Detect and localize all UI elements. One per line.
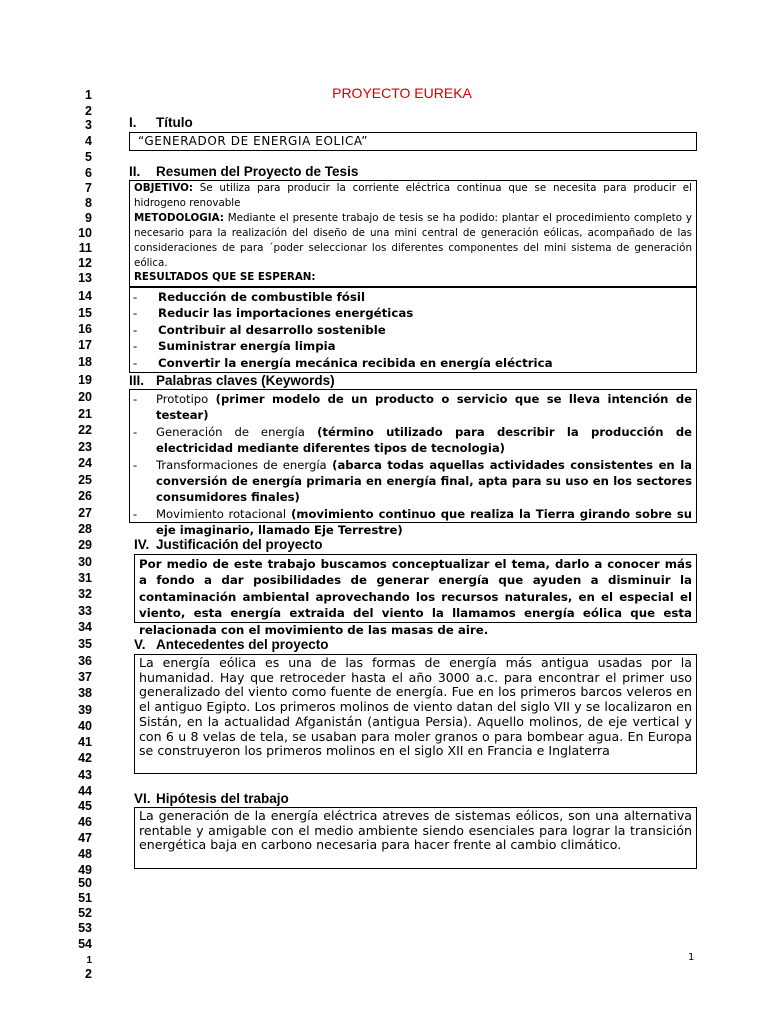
antecedentes-box: La energía eólica es una de las formas de energía más antigua usadas por la humanidad. Hay que retroceder hasta el año 3000 a.c. para encontrar el primer uso generalizado del viento como fuente de energía. Fue en los primeros barcos veleros en el antiguo Egipto. Los primeros molinos de viento datan del siglo VII y se localizaron en Sistán, en la actualidad Afganistán (antigua Persia). Aquello molinos, de eje vertical y con 6 u 8 velas de tela, se usaban para moler granos o para bombear agua. En Europa se construyeron los primeros molinos en el siglo XII en Francia e Inglaterra bbox=[134, 654, 697, 774]
section-number: VI. bbox=[134, 791, 151, 806]
line-number: 4 bbox=[85, 134, 92, 148]
line-number: 10 bbox=[78, 226, 92, 240]
line-number: 22 bbox=[78, 423, 92, 437]
keywords-box bbox=[129, 389, 697, 538]
titulo-box: “GENERADOR DE ENERGIA EOLICA” bbox=[129, 132, 697, 151]
objetivo-paragraph bbox=[134, 181, 692, 211]
line-number: 47 bbox=[78, 831, 92, 845]
dash-bullet: - bbox=[133, 290, 138, 304]
footer-line-number: 2 bbox=[85, 967, 92, 981]
metodologia-text: Mediante el presente trabajo de tesis se ha podido: plantar el procedimiento completo y necesario para la realización del diseño de una mini central de generación eólicas, acompañado de las consideraciones de para ´poder seleccionar los diferentes componentes del mini sistema de generación eólica. bbox=[134, 211, 692, 269]
keyword-term: Transformaciones de energía bbox=[156, 457, 327, 472]
section-heading-palabras bbox=[129, 373, 335, 388]
section-heading-resumen bbox=[129, 164, 358, 179]
resumen-box bbox=[129, 180, 697, 287]
keywords-list bbox=[130, 391, 696, 539]
line-number: 28 bbox=[78, 522, 92, 536]
section-label: Antecedentes del proyecto bbox=[156, 637, 329, 652]
line-number: 41 bbox=[78, 735, 92, 749]
section-heading-titulo bbox=[129, 115, 193, 130]
line-number: 2 bbox=[85, 104, 92, 118]
line-number: 44 bbox=[78, 784, 92, 798]
line-number: 14 bbox=[78, 289, 92, 303]
line-number: 33 bbox=[78, 604, 92, 618]
section-heading-antecedentes bbox=[134, 637, 329, 652]
section-heading-justificacion bbox=[134, 537, 323, 552]
keyword-description: (primer modelo de un producto o servicio que se lleva intención de testear) bbox=[156, 392, 692, 423]
dash-bullet: - bbox=[133, 322, 138, 337]
line-number: 31 bbox=[78, 571, 92, 585]
justificacion-box: Por medio de este trabajo buscamos conceptualizar el tema, darlo a conocer más a fondo a dar posibilidades de generar energía que ayuden a disminuir la contaminación ambiental aprovechando los recursos naturales, en el especial el viento, esta energía extraida del viento la llamamos energía eólica que esta relacionada con el movimiento de las masas de aire. bbox=[134, 554, 697, 623]
resultado-text: Reducir las importaciones energéticas bbox=[158, 306, 414, 321]
line-number: 6 bbox=[85, 166, 92, 180]
resultado-item bbox=[130, 338, 696, 354]
resultado-text: Convertir la energía mecánica recibida en energía eléctrica bbox=[158, 355, 553, 370]
resultado-item bbox=[130, 305, 696, 321]
dash-bullet: - bbox=[133, 355, 138, 370]
footer-line-number: 1 bbox=[86, 955, 92, 966]
dash-bullet: - bbox=[133, 306, 138, 321]
line-number: 51 bbox=[78, 891, 92, 905]
section-number: III. bbox=[129, 373, 145, 388]
line-number: 11 bbox=[78, 241, 92, 255]
line-number: 25 bbox=[78, 473, 92, 487]
metodologia-label: METODOLOGIA: bbox=[134, 211, 224, 224]
section-number: II. bbox=[129, 164, 141, 179]
line-number: 20 bbox=[78, 390, 92, 404]
line-number: 27 bbox=[78, 506, 92, 520]
line-number: 16 bbox=[78, 322, 92, 336]
keyword-term: Generación de energía bbox=[156, 424, 305, 439]
line-number: 45 bbox=[78, 799, 92, 813]
line-number: 19 bbox=[78, 373, 92, 387]
resultado-text: Suministrar energía limpia bbox=[158, 339, 336, 354]
line-number: 24 bbox=[78, 456, 92, 470]
line-number: 1 bbox=[85, 88, 92, 102]
line-number: 49 bbox=[78, 863, 92, 877]
resultado-item bbox=[130, 322, 696, 338]
section-label: Hipótesis del trabajo bbox=[156, 791, 289, 806]
keyword-description: (abarca todas aquellas actividades consistentes en la conversión de energía primaria en energía final, apta para su uso en los sectores consumidores finales) bbox=[156, 457, 692, 505]
line-number: 3 bbox=[85, 118, 92, 132]
keyword-term: Prototipo bbox=[156, 392, 209, 406]
section-number: IV. bbox=[134, 537, 150, 552]
document-title: PROYECTO EUREKA bbox=[332, 85, 472, 101]
line-number: 5 bbox=[85, 150, 92, 164]
line-number: 17 bbox=[78, 338, 92, 352]
line-number: 35 bbox=[78, 637, 92, 651]
line-number: 26 bbox=[78, 489, 92, 503]
resultado-item bbox=[130, 289, 696, 305]
line-number: 29 bbox=[78, 538, 92, 552]
page-number: 1 bbox=[688, 952, 695, 963]
line-number: 52 bbox=[78, 906, 92, 920]
keyword-description: (término utilizado para describir la producción de electricidad mediante diferentes tipos de tecnologia) bbox=[156, 424, 692, 456]
line-number: 30 bbox=[78, 555, 92, 569]
keyword-term: Movimiento rotacional bbox=[156, 506, 287, 521]
section-label: Justificación del proyecto bbox=[156, 537, 323, 552]
section-label: Palabras claves (Keywords) bbox=[156, 373, 335, 388]
line-number: 34 bbox=[78, 620, 92, 634]
line-number: 18 bbox=[78, 355, 92, 369]
line-number: 42 bbox=[78, 751, 92, 765]
dash-bullet: - bbox=[133, 392, 138, 406]
keyword-description: (movimiento continuo que realiza la Tierra girando sobre su eje imaginario, llamado Eje Terrestre) bbox=[156, 506, 692, 538]
section-number: V. bbox=[134, 637, 146, 652]
keyword-item bbox=[130, 506, 696, 539]
line-number: 54 bbox=[78, 937, 92, 951]
line-number: 39 bbox=[78, 703, 92, 717]
resultado-text: Reducción de combustible fósil bbox=[158, 290, 365, 304]
resultados-box bbox=[129, 287, 697, 373]
keyword-item bbox=[130, 424, 696, 457]
line-number: 32 bbox=[78, 587, 92, 601]
line-number: 38 bbox=[78, 686, 92, 700]
section-label: Resumen del Proyecto de Tesis bbox=[156, 164, 359, 179]
line-number: 37 bbox=[78, 670, 92, 684]
line-number: 21 bbox=[78, 407, 92, 421]
line-number: 23 bbox=[78, 440, 92, 454]
section-heading-hipotesis bbox=[134, 791, 289, 806]
keyword-item bbox=[130, 391, 696, 424]
line-number: 9 bbox=[85, 211, 92, 225]
metodologia-paragraph bbox=[134, 211, 692, 271]
line-number: 13 bbox=[78, 271, 92, 285]
resultados-list bbox=[130, 289, 696, 371]
hipotesis-box: La generación de la energía eléctrica atreves de sistemas eólicos, son una alternativa rentable y amigable con el medio ambiente siendo esenciales para lograr la transición energética baja en carbono necesaria para hacer frente al cambio climático. bbox=[134, 807, 697, 869]
line-number: 7 bbox=[85, 181, 92, 195]
objetivo-text: Se utiliza para producir la corriente eléctrica continua que se necesita para producir el hidrogeno renovable bbox=[134, 182, 692, 209]
line-number: 48 bbox=[78, 847, 92, 861]
line-number: 15 bbox=[78, 306, 92, 320]
line-number: 43 bbox=[78, 768, 92, 782]
line-number: 40 bbox=[78, 719, 92, 733]
line-number: 36 bbox=[78, 654, 92, 668]
line-number: 12 bbox=[78, 256, 92, 270]
section-number: I. bbox=[129, 115, 137, 130]
section-label: Título bbox=[156, 115, 193, 130]
resultado-text: Contribuir al desarrollo sostenible bbox=[158, 322, 386, 337]
dash-bullet: - bbox=[133, 339, 138, 354]
resultado-item bbox=[130, 355, 696, 371]
objetivo-label: OBJETIVO: bbox=[134, 182, 193, 194]
keyword-item bbox=[130, 457, 696, 506]
line-number: 53 bbox=[78, 921, 92, 935]
dash-bullet: - bbox=[133, 457, 138, 472]
dash-bullet: - bbox=[133, 506, 138, 521]
line-number: 8 bbox=[85, 196, 92, 210]
line-number: 46 bbox=[78, 815, 92, 829]
line-number: 50 bbox=[78, 876, 92, 890]
dash-bullet: - bbox=[133, 424, 138, 439]
resultados-label: RESULTADOS QUE SE ESPERAN: bbox=[134, 271, 316, 284]
